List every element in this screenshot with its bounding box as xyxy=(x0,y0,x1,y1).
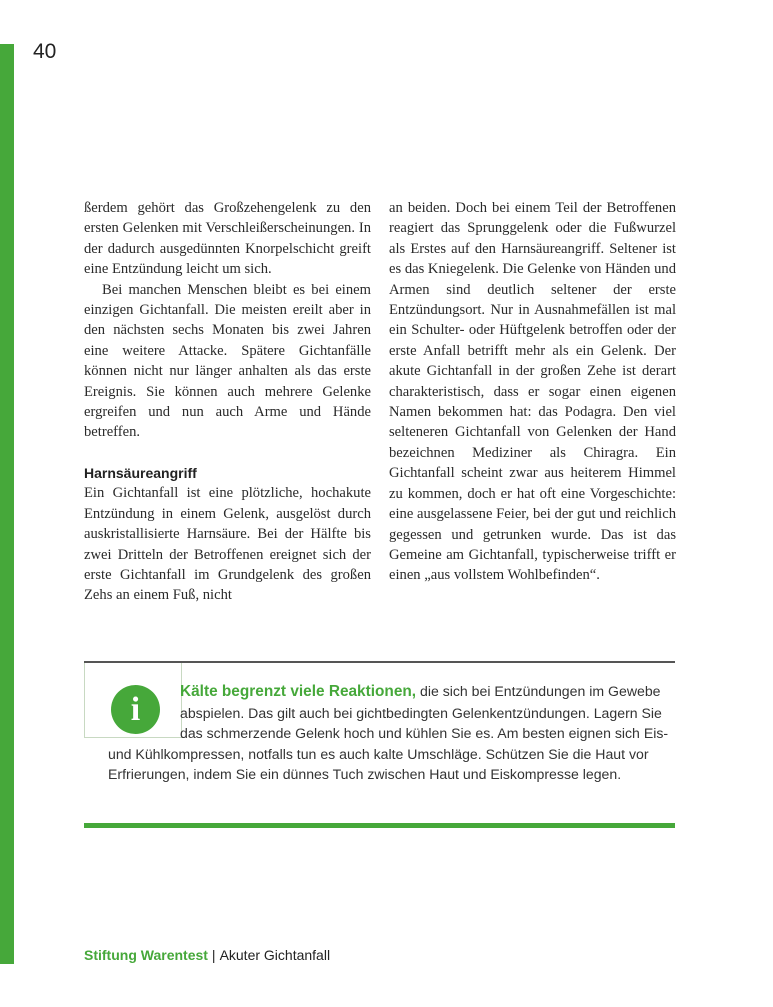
paragraph: an beiden. Doch bei einem Teil der Betroffenen reagiert das Sprunggelenk oder die Fußwurzel als Erstes auf den Harnsäureangriff. Seltener ist es das Kniegelenk. Die Gelenke von Händen und Armen sind deutlich seltener der erste Entzündungsort. Nur in Ausnahmefällen ist mal ein Schulter- oder Hüftgelenk betroffen oder der erste Anfall betrifft mehr als ein Gelenk. Der akute Gichtanfall in der großen Zehe ist derart charakteristisch, dass er sogar einen eigenen Namen bekommen hat: das Podagra. Den viel selteneren Gichtanfall von Gelenken der Hand bezeichnen Mediziner als Chiragra. Ein Gichtanfall scheint zwar aus heiterem Himmel zu kommen, doch er hat oft eine Vorgeschichte: eine ausgelassene Feier, bei der gut und reichlich gegessen und getrunken wurde. Das ist das Gemeine am Gichtanfall, typischerweise trifft er einen „aus vollstem Wohlbefinden“. xyxy=(389,200,676,584)
footer-brand: Stiftung Warentest xyxy=(84,947,208,963)
paragraph: Ein Gichtanfall ist eine plötzliche, hochakute Entzündung in einem Gelenk, ausgelöst durch auskristallisierte Harnsäure. Bei der Hälfte bis zwei Dritteln der Betroffenen ereignet sich der erste Gichtanfall im Grundgelenk des großen Zehs an einem Fuß, nicht xyxy=(84,485,371,604)
info-body: die sich bei Entzündungen im Gewebe abspielen. Das gilt auch bei gichtbedingten Gelenkentzündungen. Lagern Sie das schmerzende Gelenk hoch und kühlen Sie es. Am besten eignen sich Eis- und Kühlkompressen, notfalls tun es auch kalte Umschläge. Schützen Sie die Haut vor Erfrierungen, indem Sie ein dünnes Tuch zwischen Haut und Eiskompresse legen. xyxy=(108,683,669,783)
footer-separator: | xyxy=(211,947,216,963)
footer-title: Akuter Gichtanfall xyxy=(219,947,331,963)
info-icon: i xyxy=(111,685,160,734)
footer xyxy=(84,947,330,963)
info-box xyxy=(84,661,675,829)
text-column-left xyxy=(84,198,371,606)
info-lead: Kälte begrenzt viele Reaktionen, xyxy=(180,683,417,700)
text-column-right xyxy=(389,198,676,586)
info-text xyxy=(108,681,674,785)
paragraph: ßerdem gehört das Großzehengelenk zu den ersten Gelenken mit Verschleißerscheinungen. In der dadurch ausgedünnten Knorpelschicht greift eine Entzündung leicht um sich. xyxy=(84,200,371,278)
section-heading: Harnsäureangriff xyxy=(84,464,197,481)
page-number: 40 xyxy=(33,40,57,63)
page-edge-bar xyxy=(0,44,14,964)
info-bottom-rule xyxy=(84,823,675,828)
paragraph: Bei manchen Menschen bleibt es bei einem einzigen Gichtanfall. Die meisten ereilt aber in den nächsten sechs Monaten bis zwei Jahren eine weitere Attacke. Spätere Gichtanfälle können nicht nur länger anhalten als das erste Ereignis. Sie können auch mehrere Gelenke ergreifen und nun auch Arme und Hände betreffen. xyxy=(84,281,371,441)
